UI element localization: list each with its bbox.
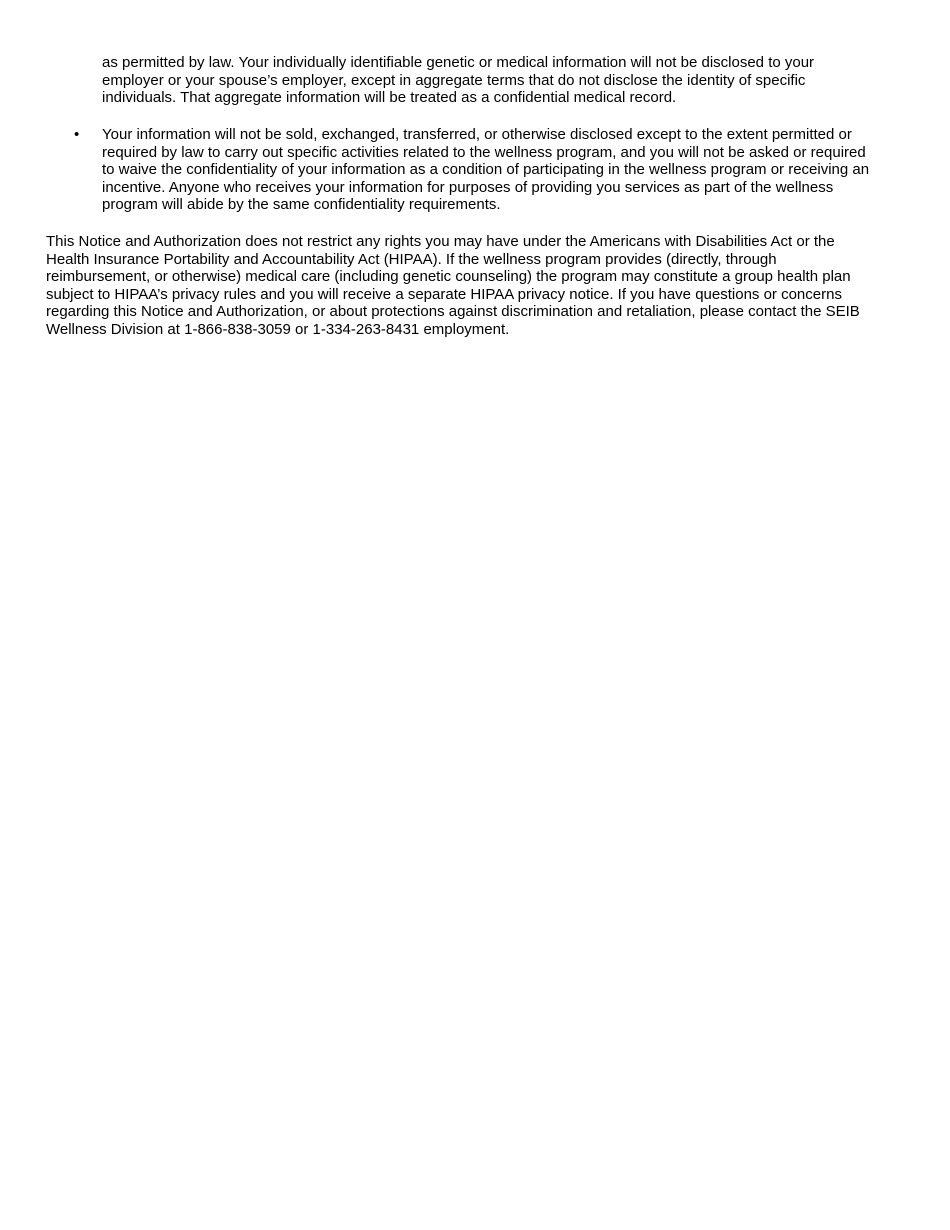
text-line: to waive the confidentiality of your information as a condition of participating in the wellness program or receiving an [102, 161, 870, 179]
text-line: incentive. Anyone who receives your information for purposes of providing you services as part of the wellness [102, 178, 834, 196]
text-line: Your information will not be sold, exchanged, transferred, or otherwise disclosed except to the extent permitted or [102, 126, 852, 143]
text-line: Wellness Division at 1-866-838-3059 or 1-334-263-8431 employment. [46, 320, 510, 338]
text-line: This Notice and Authorization does not restrict any rights you may have under the Americans with Disabilities Act or the [46, 233, 835, 250]
text-line: individuals. That aggregate information will be treated as a confidential medical record. [102, 89, 677, 107]
text-line: reimbursement, or otherwise) medical care (including genetic counseling) the program may constitute a group health plan [46, 268, 851, 286]
bullet-list-item [102, 126, 869, 214]
text-line: as permitted by law. Your individually identifiable genetic or medical information will not be disclosed to your [102, 54, 815, 71]
bullet-marker: • [74, 126, 80, 143]
continued-list-item [102, 54, 814, 107]
text-line: subject to HIPAA’s privacy rules and you will receive a separate HIPAA privacy notice. If you have questions or concerns [46, 285, 842, 303]
text-line: employer or your spouse’s employer, except in aggregate terms that do not disclose the identity of specific [102, 71, 806, 89]
text-line: regarding this Notice and Authorization, or about protections against discrimination and retaliation, please contact the SEIB [46, 303, 860, 321]
text-line: required by law to carry out specific activities related to the wellness program, and you will not be asked or required [102, 143, 866, 161]
closing-paragraph [46, 233, 860, 339]
text-line: program will abide by the same confidentiality requirements. [102, 196, 501, 214]
text-line: Health Insurance Portability and Accountability Act (HIPAA). If the wellness program provides (directly, through [46, 250, 777, 268]
